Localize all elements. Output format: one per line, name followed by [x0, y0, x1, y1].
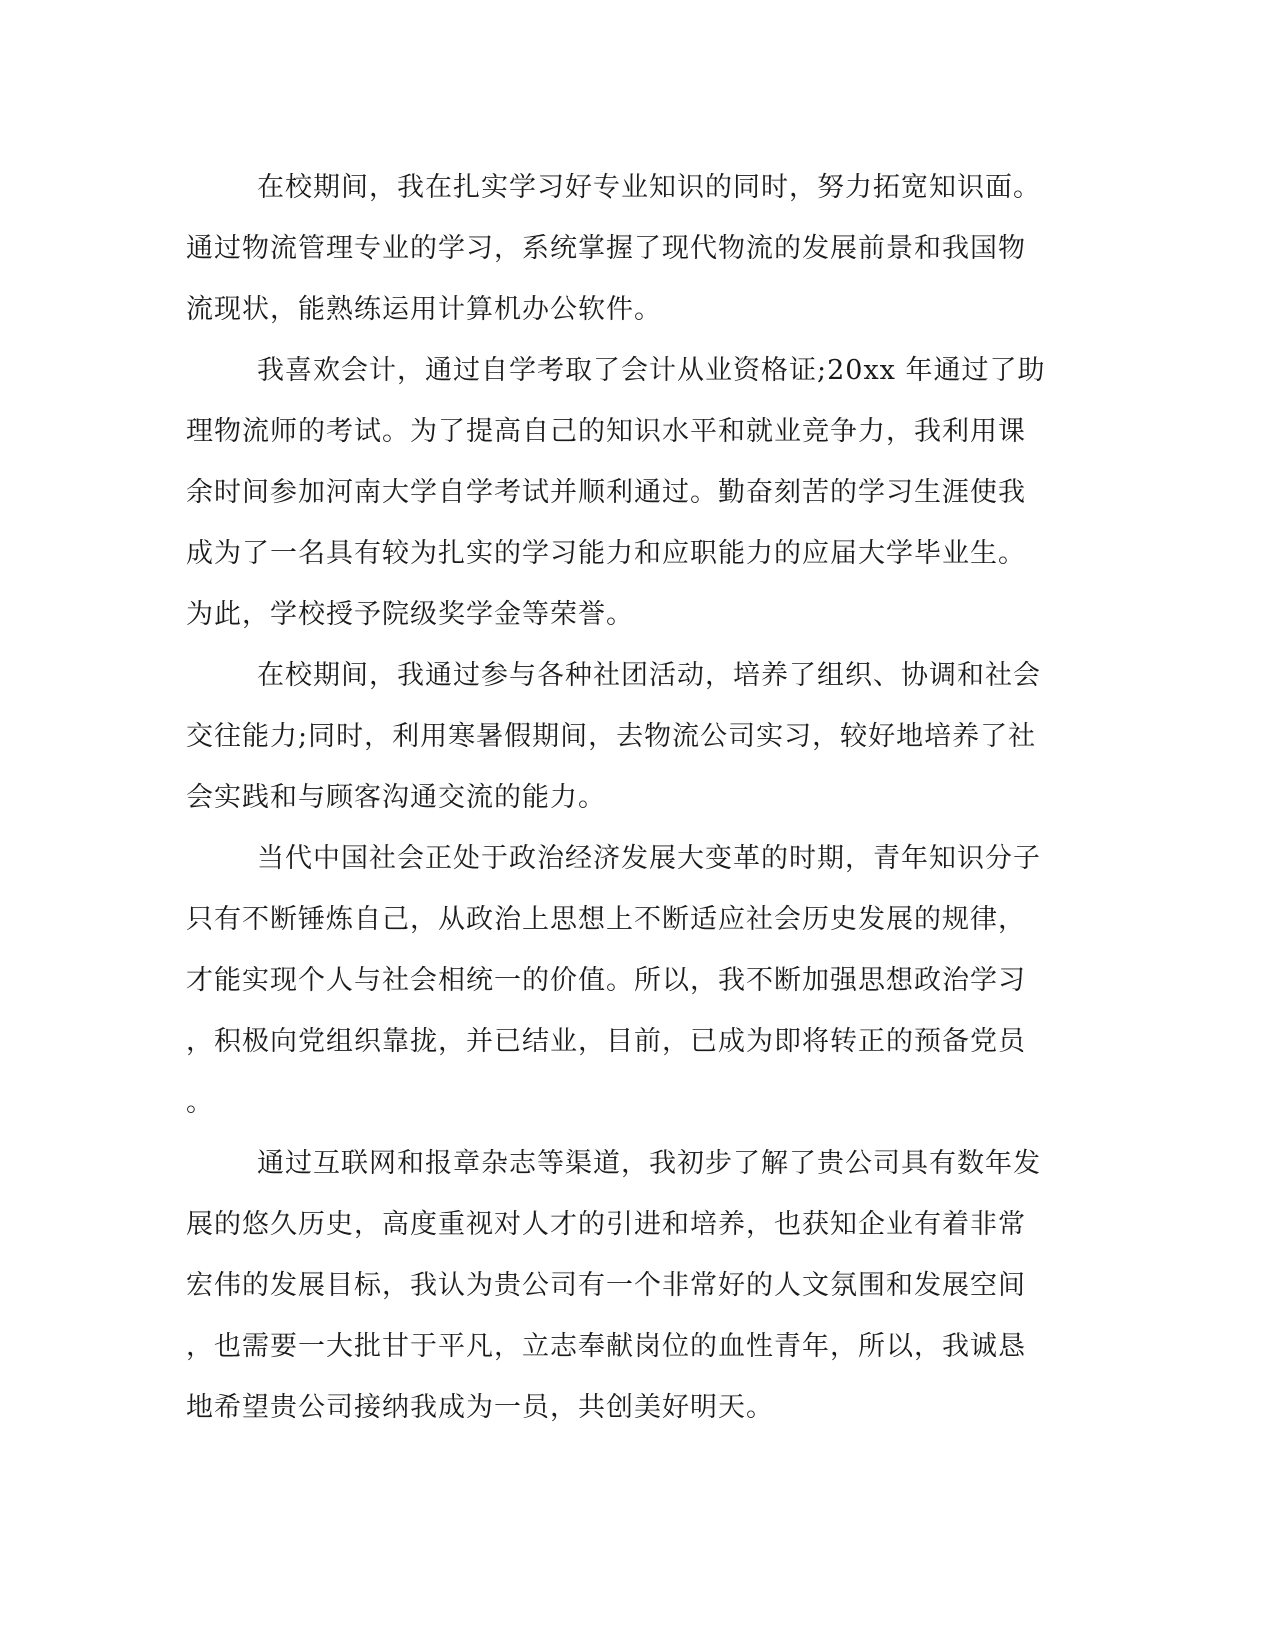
paragraph-2	[186, 340, 1066, 645]
text-line: 通过互联网和报章杂志等渠道，我初步了解了贵公司具有数年发	[257, 1148, 1041, 1179]
text-line: 流现状，能熟练运用计算机办公软件。	[186, 294, 662, 325]
text-line: ，也需要一大批甘于平凡，立志奉献岗位的血性青年，所以，我诚恳	[186, 1331, 1026, 1362]
document-body	[186, 157, 1066, 1438]
text-line: 只有不断锤炼自己，从政治上思想上不断适应社会历史发展的规律，	[186, 904, 1026, 935]
text-line: 为此，学校授予院级奖学金等荣誉。	[186, 599, 634, 630]
paragraph-3	[186, 645, 1066, 828]
paragraph-5	[186, 1133, 1066, 1438]
text-line: 交往能力;同时，利用寒暑假期间，去物流公司实习，较好地培养了社	[186, 721, 1037, 752]
text-line: 在校期间，我通过参与各种社团活动，培养了组织、协调和社会	[257, 660, 1041, 691]
text-line: 我喜欢会计，通过自学考取了会计从业资格证;20xx 年通过了助	[257, 355, 1046, 386]
text-line: 地希望贵公司接纳我成为一员，共创美好明天。	[186, 1392, 774, 1423]
text-line: 当代中国社会正处于政治经济发展大变革的时期，青年知识分子	[257, 843, 1041, 874]
text-line: 展的悠久历史，高度重视对人才的引进和培养，也获知企业有着非常	[186, 1209, 1026, 1240]
text-line: 在校期间，我在扎实学习好专业知识的同时，努力拓宽知识面。	[257, 172, 1041, 203]
text-line: ，积极向党组织靠拢，并已结业，目前，已成为即将转正的预备党员	[186, 1026, 1026, 1057]
text-line: 宏伟的发展目标，我认为贵公司有一个非常好的人文氛围和发展空间	[186, 1270, 1026, 1301]
text-line: 会实践和与顾客沟通交流的能力。	[186, 782, 606, 813]
text-line: 通过物流管理专业的学习，系统掌握了现代物流的发展前景和我国物	[186, 233, 1026, 264]
text-line: 。	[186, 1087, 214, 1118]
paragraph-4	[186, 828, 1066, 1133]
text-line: 成为了一名具有较为扎实的学习能力和应职能力的应届大学毕业生。	[186, 538, 1026, 569]
text-line: 理物流师的考试。为了提高自己的知识水平和就业竞争力，我利用课	[186, 416, 1026, 447]
text-line: 才能实现个人与社会相统一的价值。所以，我不断加强思想政治学习	[186, 965, 1026, 996]
paragraph-1	[186, 157, 1066, 340]
text-line: 余时间参加河南大学自学考试并顺利通过。勤奋刻苦的学习生涯使我	[186, 477, 1026, 508]
